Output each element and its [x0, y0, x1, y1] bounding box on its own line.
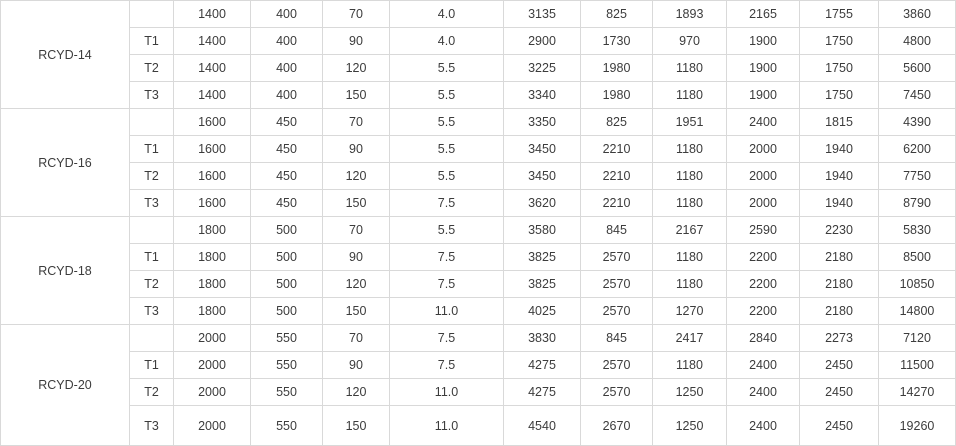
- value-cell: 1180: [653, 163, 727, 190]
- value-cell: 400: [251, 28, 323, 55]
- value-cell: 90: [323, 352, 390, 379]
- table-row: [1, 28, 956, 55]
- value-cell: 1180: [653, 55, 727, 82]
- value-cell: 4800: [879, 28, 956, 55]
- model-cell: RCYD-20: [1, 325, 130, 446]
- value-cell: 2000: [727, 163, 800, 190]
- value-cell: 2400: [727, 379, 800, 406]
- table-row: [1, 190, 956, 217]
- value-cell: 10850: [879, 271, 956, 298]
- table-row: [1, 244, 956, 271]
- value-cell: 450: [251, 163, 323, 190]
- value-cell: 400: [251, 1, 323, 28]
- value-cell: 1951: [653, 109, 727, 136]
- value-cell: 550: [251, 379, 323, 406]
- value-cell: 2167: [653, 217, 727, 244]
- model-cell: RCYD-14: [1, 1, 130, 109]
- table-row: [1, 406, 956, 446]
- value-cell: 70: [323, 325, 390, 352]
- table-row: [1, 325, 956, 352]
- value-cell: 5.5: [390, 55, 504, 82]
- table-row: [1, 352, 956, 379]
- value-cell: 400: [251, 82, 323, 109]
- value-cell: 1800: [174, 298, 251, 325]
- value-cell: 1893: [653, 1, 727, 28]
- value-cell: 4390: [879, 109, 956, 136]
- table-row: [1, 379, 956, 406]
- value-cell: 7.5: [390, 244, 504, 271]
- value-cell: 19260: [879, 406, 956, 446]
- table-row: [1, 163, 956, 190]
- value-cell: 1940: [800, 190, 879, 217]
- value-cell: 1400: [174, 28, 251, 55]
- value-cell: 2590: [727, 217, 800, 244]
- value-cell: 4.0: [390, 1, 504, 28]
- table-row: [1, 217, 956, 244]
- value-cell: 3340: [504, 82, 581, 109]
- value-cell: 3450: [504, 163, 581, 190]
- type-cell: T1: [130, 136, 174, 163]
- value-cell: 1940: [800, 163, 879, 190]
- value-cell: 1980: [581, 82, 653, 109]
- value-cell: 1400: [174, 55, 251, 82]
- value-cell: 1600: [174, 163, 251, 190]
- value-cell: 7120: [879, 325, 956, 352]
- value-cell: 5.5: [390, 136, 504, 163]
- value-cell: 4025: [504, 298, 581, 325]
- value-cell: 400: [251, 55, 323, 82]
- value-cell: 2180: [800, 271, 879, 298]
- value-cell: 7.5: [390, 190, 504, 217]
- value-cell: 11500: [879, 352, 956, 379]
- type-cell: T2: [130, 55, 174, 82]
- value-cell: 120: [323, 163, 390, 190]
- value-cell: 550: [251, 352, 323, 379]
- value-cell: 450: [251, 190, 323, 217]
- type-cell: [130, 217, 174, 244]
- value-cell: 3860: [879, 1, 956, 28]
- value-cell: 845: [581, 325, 653, 352]
- value-cell: 2210: [581, 136, 653, 163]
- value-cell: 2400: [727, 352, 800, 379]
- value-cell: 150: [323, 82, 390, 109]
- value-cell: 1800: [174, 244, 251, 271]
- value-cell: 8790: [879, 190, 956, 217]
- value-cell: 70: [323, 109, 390, 136]
- model-cell: RCYD-18: [1, 217, 130, 325]
- value-cell: 1750: [800, 82, 879, 109]
- value-cell: 2570: [581, 298, 653, 325]
- value-cell: 120: [323, 379, 390, 406]
- value-cell: 2000: [174, 379, 251, 406]
- value-cell: 1600: [174, 109, 251, 136]
- table-row: [1, 136, 956, 163]
- value-cell: 2670: [581, 406, 653, 446]
- value-cell: 7.5: [390, 352, 504, 379]
- value-cell: 450: [251, 109, 323, 136]
- value-cell: 70: [323, 217, 390, 244]
- value-cell: 1900: [727, 82, 800, 109]
- value-cell: 1800: [174, 271, 251, 298]
- table-body: [1, 1, 956, 446]
- type-cell: T1: [130, 352, 174, 379]
- value-cell: 8500: [879, 244, 956, 271]
- value-cell: 1600: [174, 136, 251, 163]
- value-cell: 1800: [174, 217, 251, 244]
- value-cell: 5.5: [390, 82, 504, 109]
- value-cell: 11.0: [390, 379, 504, 406]
- table-row: [1, 1, 956, 28]
- value-cell: 90: [323, 244, 390, 271]
- value-cell: 150: [323, 406, 390, 446]
- value-cell: 1815: [800, 109, 879, 136]
- value-cell: 2570: [581, 379, 653, 406]
- value-cell: 7.5: [390, 325, 504, 352]
- value-cell: 1180: [653, 271, 727, 298]
- value-cell: 14800: [879, 298, 956, 325]
- type-cell: T3: [130, 82, 174, 109]
- table-row: [1, 271, 956, 298]
- value-cell: 3620: [504, 190, 581, 217]
- value-cell: 3450: [504, 136, 581, 163]
- value-cell: 1180: [653, 82, 727, 109]
- value-cell: 5.5: [390, 109, 504, 136]
- value-cell: 2200: [727, 271, 800, 298]
- value-cell: 70: [323, 1, 390, 28]
- value-cell: 450: [251, 136, 323, 163]
- value-cell: 2570: [581, 352, 653, 379]
- value-cell: 1400: [174, 1, 251, 28]
- value-cell: 845: [581, 217, 653, 244]
- value-cell: 120: [323, 271, 390, 298]
- value-cell: 825: [581, 1, 653, 28]
- table-row: [1, 109, 956, 136]
- value-cell: 5830: [879, 217, 956, 244]
- value-cell: 2450: [800, 352, 879, 379]
- value-cell: 14270: [879, 379, 956, 406]
- value-cell: 150: [323, 190, 390, 217]
- value-cell: 2000: [727, 136, 800, 163]
- value-cell: 4275: [504, 379, 581, 406]
- value-cell: 2273: [800, 325, 879, 352]
- value-cell: 1900: [727, 55, 800, 82]
- type-cell: T1: [130, 28, 174, 55]
- value-cell: 90: [323, 136, 390, 163]
- value-cell: 1250: [653, 379, 727, 406]
- table-row: [1, 82, 956, 109]
- value-cell: 2417: [653, 325, 727, 352]
- value-cell: 2180: [800, 244, 879, 271]
- value-cell: 550: [251, 325, 323, 352]
- value-cell: 1270: [653, 298, 727, 325]
- type-cell: T3: [130, 190, 174, 217]
- value-cell: 1750: [800, 55, 879, 82]
- value-cell: 1980: [581, 55, 653, 82]
- value-cell: 1180: [653, 190, 727, 217]
- value-cell: 2400: [727, 406, 800, 446]
- value-cell: 2570: [581, 244, 653, 271]
- value-cell: 2000: [174, 325, 251, 352]
- value-cell: 150: [323, 298, 390, 325]
- value-cell: 4275: [504, 352, 581, 379]
- value-cell: 11.0: [390, 298, 504, 325]
- value-cell: 2210: [581, 190, 653, 217]
- value-cell: 1180: [653, 244, 727, 271]
- value-cell: 2400: [727, 109, 800, 136]
- value-cell: 7450: [879, 82, 956, 109]
- value-cell: 1250: [653, 406, 727, 446]
- value-cell: 5.5: [390, 217, 504, 244]
- value-cell: 3825: [504, 244, 581, 271]
- table-row: [1, 298, 956, 325]
- value-cell: 2840: [727, 325, 800, 352]
- value-cell: 2180: [800, 298, 879, 325]
- value-cell: 90: [323, 28, 390, 55]
- type-cell: T2: [130, 163, 174, 190]
- value-cell: 2450: [800, 406, 879, 446]
- value-cell: 7750: [879, 163, 956, 190]
- type-cell: T1: [130, 244, 174, 271]
- value-cell: 1900: [727, 28, 800, 55]
- value-cell: 2000: [727, 190, 800, 217]
- type-cell: [130, 109, 174, 136]
- type-cell: [130, 1, 174, 28]
- value-cell: 1400: [174, 82, 251, 109]
- value-cell: 550: [251, 406, 323, 446]
- value-cell: 1940: [800, 136, 879, 163]
- value-cell: 500: [251, 271, 323, 298]
- value-cell: 2165: [727, 1, 800, 28]
- value-cell: 500: [251, 217, 323, 244]
- value-cell: 6200: [879, 136, 956, 163]
- model-cell: RCYD-16: [1, 109, 130, 217]
- value-cell: 2200: [727, 244, 800, 271]
- value-cell: 500: [251, 244, 323, 271]
- value-cell: 3825: [504, 271, 581, 298]
- value-cell: 500: [251, 298, 323, 325]
- value-cell: 2000: [174, 406, 251, 446]
- value-cell: 3580: [504, 217, 581, 244]
- table-row: [1, 55, 956, 82]
- type-cell: T2: [130, 271, 174, 298]
- type-cell: T2: [130, 379, 174, 406]
- type-cell: T3: [130, 406, 174, 446]
- value-cell: 4.0: [390, 28, 504, 55]
- value-cell: 120: [323, 55, 390, 82]
- value-cell: 1755: [800, 1, 879, 28]
- value-cell: 1180: [653, 352, 727, 379]
- value-cell: 2450: [800, 379, 879, 406]
- value-cell: 3830: [504, 325, 581, 352]
- value-cell: 4540: [504, 406, 581, 446]
- value-cell: 3350: [504, 109, 581, 136]
- value-cell: 3225: [504, 55, 581, 82]
- value-cell: 5.5: [390, 163, 504, 190]
- value-cell: 1600: [174, 190, 251, 217]
- value-cell: 2200: [727, 298, 800, 325]
- value-cell: 2570: [581, 271, 653, 298]
- value-cell: 970: [653, 28, 727, 55]
- value-cell: 1180: [653, 136, 727, 163]
- value-cell: 5600: [879, 55, 956, 82]
- type-cell: T3: [130, 298, 174, 325]
- type-cell: [130, 325, 174, 352]
- value-cell: 1750: [800, 28, 879, 55]
- value-cell: 825: [581, 109, 653, 136]
- value-cell: 2230: [800, 217, 879, 244]
- value-cell: 11.0: [390, 406, 504, 446]
- value-cell: 3135: [504, 1, 581, 28]
- value-cell: 2210: [581, 163, 653, 190]
- value-cell: 2000: [174, 352, 251, 379]
- value-cell: 2900: [504, 28, 581, 55]
- value-cell: 7.5: [390, 271, 504, 298]
- value-cell: 1730: [581, 28, 653, 55]
